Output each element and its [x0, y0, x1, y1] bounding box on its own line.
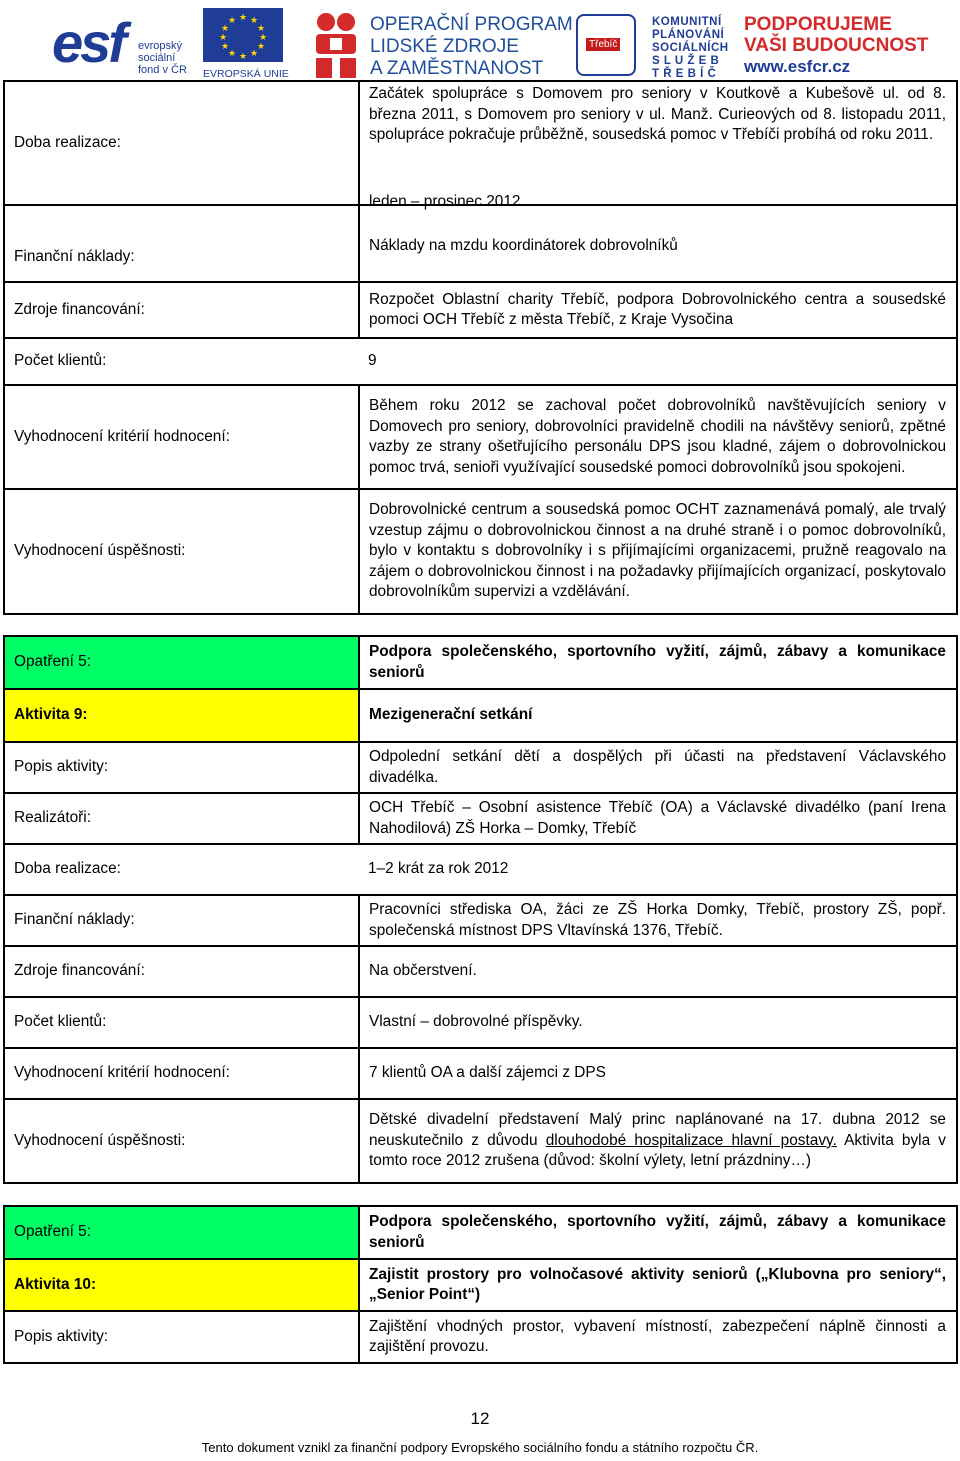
- esf-caption: [138, 40, 187, 76]
- activity-label: Aktivita 10:: [4, 1259, 359, 1311]
- eu-caption: EVROPSKÁ UNIE: [203, 68, 289, 80]
- table-row: [4, 1311, 957, 1363]
- row-label: Finanční náklady:: [4, 205, 359, 282]
- kpss-title: [652, 16, 729, 81]
- table-row: [4, 282, 957, 338]
- success-underlined-text: dlouhodobé hospitalizace hlavní postavy.: [545, 1131, 837, 1149]
- costs-text: Náklady na mzdu koordinátorek dobrovolníků: [369, 236, 678, 254]
- op-emblem-icon: [312, 8, 360, 80]
- period-text: leden – prosinec 2012: [369, 193, 521, 210]
- kpss-title-line: PLÁNOVÁNÍ: [652, 29, 725, 41]
- measure-value: Podpora společenského, sportovního vyžití, zájmů, zábavy a komunikace seniorů: [359, 1206, 957, 1259]
- row-value: OCH Třebíč – Osobní asistence Třebíč (OA) a Václavské divadélko (paní Irena Nahodilová) ZŠ Horka – Domky, Třebíč: [359, 793, 957, 844]
- table-row: [4, 205, 957, 282]
- esf-caption-line: evropský: [138, 40, 183, 52]
- success-text: Dětské divadelní představení Malý princ naplánované na 17. dubna 2012 se neuskutečnilo z důvodu: [369, 1111, 946, 1149]
- row-label: Vyhodnocení úspěšnosti:: [4, 489, 359, 614]
- row-label: Realizátoři:: [4, 793, 359, 844]
- row-value: Vlastní – dobrovolné příspěvky.: [359, 997, 957, 1048]
- slogan-line: VAŠI BUDOUCNOST: [744, 35, 929, 56]
- kpss-title-line: S L U Ž E B: [652, 55, 720, 67]
- table-row: [4, 844, 957, 895]
- footer-note: Tento dokument vznikl za finanční podpory Evropského sociálního fondu a státního rozpočtu ČR.: [201, 1440, 759, 1455]
- table-row: [4, 1259, 957, 1311]
- table-row: [4, 742, 957, 793]
- row-label: Finanční náklady:: [4, 895, 359, 946]
- op-title-line: OPERAČNÍ PROGRAM: [370, 14, 573, 35]
- slogan-logo: [744, 14, 954, 84]
- row-label: Vyhodnocení úspěšnosti:: [4, 1099, 359, 1183]
- slogan-url: www.esfcr.cz: [744, 57, 851, 76]
- measure-label: Opatření 5:: [4, 636, 359, 689]
- table-row: [4, 338, 957, 385]
- row-value: 1–2 krát za rok 2012: [359, 844, 957, 895]
- table-row: [4, 689, 957, 742]
- kpss-title-line: T Ř E B Í Č: [652, 68, 717, 80]
- row-value: Rozpočet Oblastní charity Třebíč, podpora Dobrovolnického centra a sousedské pomoci OCH Třebíč z města Třebíč, z Kraje Vysočina: [359, 282, 957, 338]
- kpss-title-line: SOCIÁLNÍCH: [652, 42, 729, 54]
- row-value: 7 klientů OA a další zájemci z DPS: [359, 1048, 957, 1099]
- row-value: Zajištění vhodných prostor, vybavení místností, zabezpečení náplně činnosti a zajištění provozu.: [359, 1311, 957, 1363]
- op-title: [370, 14, 573, 80]
- kpss-emblem-icon: [576, 14, 636, 76]
- activity-table-2: [3, 635, 958, 1184]
- activity-table-1: [3, 80, 958, 615]
- header-logos: [0, 0, 960, 90]
- row-value: Na občerstvení.: [359, 946, 957, 997]
- table-row: [4, 489, 957, 614]
- activity-label: Aktivita 9:: [4, 689, 359, 742]
- row-value: [359, 1099, 957, 1183]
- row-value: Začátek spolupráce s Domovem pro seniory v Koutkově a Kubešově ul. od 8. března 2011, s Domovem pro seniory v ul. Manž. Curieových od 8. listopadu 2011, spolupráce pokračuje průběžně, sousedská pomoc v Třebíči probíhá od roku 2011.: [359, 81, 957, 205]
- kpss-badge: Třebíč: [586, 38, 620, 51]
- esf-caption-line: fond v ČR: [138, 64, 187, 76]
- op-title-line: A ZAMĚSTNANOST: [370, 58, 544, 79]
- table-row: [4, 793, 957, 844]
- op-title-line: LIDSKÉ ZDROJE: [370, 36, 519, 57]
- row-value: 9: [359, 338, 957, 385]
- row-value: Odpolední setkání dětí a dospělých při účasti na představení Václavského divadélka.: [359, 742, 957, 793]
- table-row: [4, 385, 957, 489]
- table-row: [4, 636, 957, 689]
- esf-logo: [52, 8, 192, 80]
- row-value: Během roku 2012 se zachoval počet dobrovolníků navštěvujících seniory v Domovech pro seniory, dobrovolníci pravidelně chodili na návštěvy seniorů, zpětné vazby ze strany ošetřujícího personálu DPS jsou kladné, zájem o dobrovolnickou pomoc trvá, senioři využívající sousedské pomoci dobrovolníků jsou spokojeni.: [359, 385, 957, 489]
- row-label: Popis aktivity:: [4, 1311, 359, 1363]
- table-row: [4, 1206, 957, 1259]
- table-row: [4, 1099, 957, 1183]
- row-label: Popis aktivity:: [4, 742, 359, 793]
- eu-flag-icon: ★ ★ ★ ★ ★ ★ ★ ★ ★ ★ ★ ★: [203, 8, 283, 62]
- row-label: Počet klientů:: [4, 338, 359, 385]
- op-lzz-logo: [312, 8, 573, 80]
- row-label: Zdroje financování:: [4, 282, 359, 338]
- kpss-logo: [576, 14, 736, 80]
- slogan-line: PODPORUJEME: [744, 14, 892, 35]
- table-row: [4, 946, 957, 997]
- measure-label: Opatření 5:: [4, 1206, 359, 1259]
- row-label: Doba realizace:: [4, 844, 359, 895]
- row-value: Pracovníci střediska OA, žáci ze ZŠ Horka Domky, Třebíč, prostory ZŠ, popř. společenská místnost DPS Vltavínská 1376, Třebíč.: [359, 895, 957, 946]
- esf-caption-line: sociální: [138, 52, 176, 64]
- row-label: Zdroje financování:: [4, 946, 359, 997]
- page-number: 12: [470, 1409, 490, 1428]
- success-text-2: Aktivita byla v tomto roce 2012 zrušena (důvod: školní výlety, letní prázdniny…): [369, 1131, 946, 1170]
- row-label: Doba realizace:: [4, 81, 359, 205]
- measure-value: Podpora společenského, sportovního vyžití, zájmů, zábavy a komunikace seniorů: [359, 636, 957, 689]
- row-label: Vyhodnocení kritérií hodnocení:: [4, 1048, 359, 1099]
- table-row: [4, 1048, 957, 1099]
- table-row: [4, 997, 957, 1048]
- esf-mark: esf: [52, 11, 124, 74]
- activity-value: Zajistit prostory pro volnočasové aktivity seniorů („Klubovna pro seniory“, „Senior Point“): [359, 1259, 957, 1311]
- row-label: Vyhodnocení kritérií hodnocení:: [4, 385, 359, 489]
- row-value: Dobrovolnické centrum a sousedská pomoc OCHT zaznamenává pomalý, ale trvalý vzestup zájmu o dobrovolnickou činnost a na druhé straně i o pomoc dobrovolníků, bylo v kontaktu s dobrovolníky i s přijímajícími organizacemi, pružně reagovalo na zájem o dobrovolnickou činnost i na požadavky přijímajících organizací, poskytovalo dobrovolníkům supervizi a vzdělávání.: [359, 489, 957, 614]
- table-row: [4, 895, 957, 946]
- activity-table-3: [3, 1205, 958, 1364]
- table-row: [4, 81, 957, 205]
- kpss-title-line: KOMUNITNÍ: [652, 16, 722, 28]
- eu-logo: [203, 8, 287, 80]
- row-label: Počet klientů:: [4, 997, 359, 1048]
- activity-value: Mezigenerační setkání: [359, 689, 957, 742]
- row-value: [359, 193, 957, 282]
